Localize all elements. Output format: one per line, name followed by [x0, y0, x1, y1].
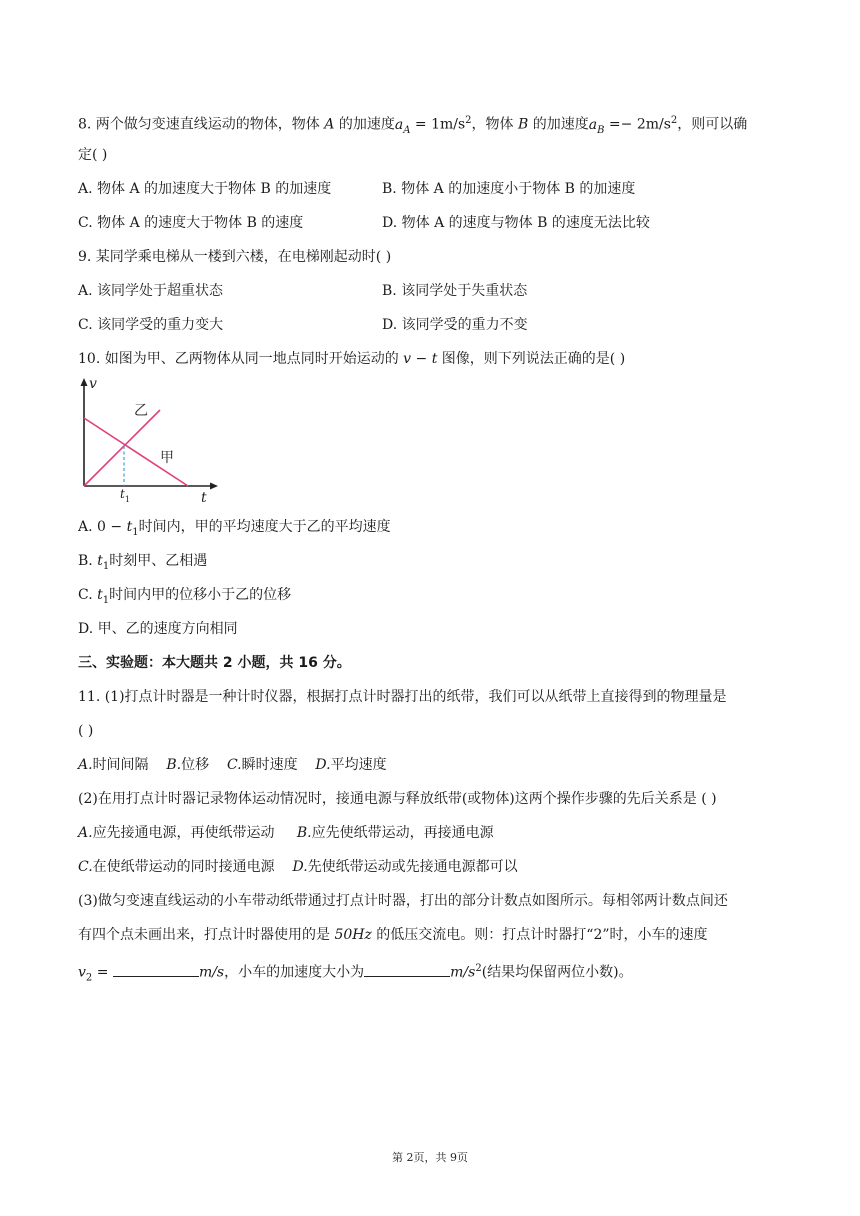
q11-p1-option-d[interactable]: D.平均速度: [315, 757, 387, 773]
x-axis-arrow: [210, 483, 218, 490]
q10-stem: [78, 349, 625, 369]
q8-option-b[interactable]: B. 物体 A 的加速度小于物体 B 的加速度: [382, 181, 636, 197]
q8-var-a: A: [324, 116, 335, 133]
q11-part2-stem: (2)在用打点计时器记录物体运动情况时，接通电源与释放纸带(或物体)这两个操作步骤的先后关系是 ( ): [78, 791, 717, 807]
t1-label: $t_1$: [120, 487, 130, 504]
q8-text: 的加速度: [334, 116, 395, 133]
series-yi-line: [84, 410, 160, 486]
q10-stem-text: 图像，则下列说法正确的是( ): [437, 351, 626, 367]
q8-option-d[interactable]: D. 物体 A 的速度与物体 B 的速度无法比较: [382, 215, 650, 231]
q8-stem-line1: 8. 两个做匀变速直线运动的物体，物体 A 的加速度$a_A = 1m/s^2$，物体 B 的加速度$a_B =- 2m/s^2$，则可以确: [78, 115, 748, 136]
q9-option-c[interactable]: C. 该同学受的重力变大: [78, 317, 224, 333]
q10-vt-graph: [72, 376, 232, 506]
yi-label: 乙: [134, 403, 148, 419]
q8-aB-val: =− 2m/s: [604, 116, 671, 133]
q11-p1-option-c[interactable]: C.瞬时速度: [226, 757, 298, 773]
q9-option-d[interactable]: D. 该同学受的重力不变: [382, 317, 528, 333]
q10-option-d[interactable]: D. 甲、乙的速度方向相同: [78, 621, 238, 637]
q8-aB: $a_B$: [588, 116, 605, 136]
jia-label: 甲: [160, 450, 174, 466]
q8-var-b: B: [517, 116, 529, 133]
q11-part1-stem: 11. (1)打点计时器是一种计时仪器，根据打点计时器打出的纸带，我们可以从纸带上直接得到的物理量是: [78, 689, 727, 705]
q9-stem: 9. 某同学乘电梯从一楼到六楼，在电梯刚起动时( ): [78, 249, 392, 265]
q8-text: ，物体: [471, 116, 518, 133]
q11-p1-option-b[interactable]: B.位移: [166, 757, 210, 773]
q11-part2-options-row2: [78, 857, 518, 877]
page-footer: 第 2页，共 9页: [392, 1151, 468, 1164]
t-axis-label: t: [201, 490, 207, 506]
q8-aA: $a_A$: [394, 116, 411, 136]
q11-p2-option-a[interactable]: A.应先接通电源，再使纸带运动: [78, 825, 275, 841]
v-axis-label: v: [89, 376, 97, 392]
answer-blank-acceleration[interactable]: [364, 962, 450, 977]
q8-stem-line2: 定( ): [78, 147, 108, 163]
q8-option-a[interactable]: A. 物体 A 的加速度大于物体 B 的加速度: [78, 181, 332, 197]
q8-text: 的加速度: [528, 116, 589, 133]
q11-part1-options: [78, 755, 387, 775]
q11-p2-option-d[interactable]: D.先使纸带运动或先接通电源都可以: [292, 859, 518, 875]
q11-p2-option-c[interactable]: C.在使纸带运动的同时接通电源: [78, 859, 275, 875]
section-3-heading: 三、实验题：本大题共 2 小题，共 16 分。: [78, 655, 351, 671]
q9-option-a[interactable]: A. 该同学处于超重状态: [78, 283, 224, 299]
q8-aA-val: = 1m/s: [410, 116, 466, 133]
q11-part3-line2: 有四个点未画出来，打点计时器使用的是 50Hz 的低压交流电。则：打点计时器打“2”时，小车的速度: [78, 927, 708, 943]
q10-option-c[interactable]: C. $t_1$时间内甲的位移小于乙的位移: [78, 587, 292, 606]
q8-option-c[interactable]: C. 物体 A 的速度大于物体 B 的速度: [78, 215, 304, 231]
q8-text: 8. 两个做匀变速直线运动的物体，物体: [78, 116, 325, 133]
q10-option-a[interactable]: A. $0 - t_1$时间内，甲的平均速度大于乙的平均速度: [78, 519, 391, 538]
q11-p1-option-a[interactable]: A.时间间隔: [78, 757, 149, 773]
q11-part2-options-row1: [78, 823, 494, 843]
q10-vt: v − t: [403, 351, 438, 367]
q11-part1-paren: ( ): [78, 723, 94, 739]
q11-p2-option-b[interactable]: B.应先使纸带运动，再接通电源: [296, 825, 494, 841]
q10-option-b[interactable]: B. $t_1$时刻甲、乙相遇: [78, 553, 208, 572]
y-axis-arrow: [81, 378, 88, 386]
q11-part3-line3: $v_2 = m/s$，小车的加速度大小为 $m/s^2$(结果均保留两位小数)。: [78, 963, 633, 984]
q8-text: ，则可以确: [677, 116, 748, 133]
q10-stem-text: 10. 如图为甲、乙两物体从同一地点同时开始运动的: [78, 351, 404, 367]
q11-part3-line1: (3)做匀变速直线运动的小车带动纸带通过打点计时器，打出的部分计数点如图所示。每相邻两计数点间还: [78, 893, 728, 909]
q9-option-b[interactable]: B. 该同学处于失重状态: [382, 283, 528, 299]
answer-blank-velocity[interactable]: [113, 962, 199, 977]
